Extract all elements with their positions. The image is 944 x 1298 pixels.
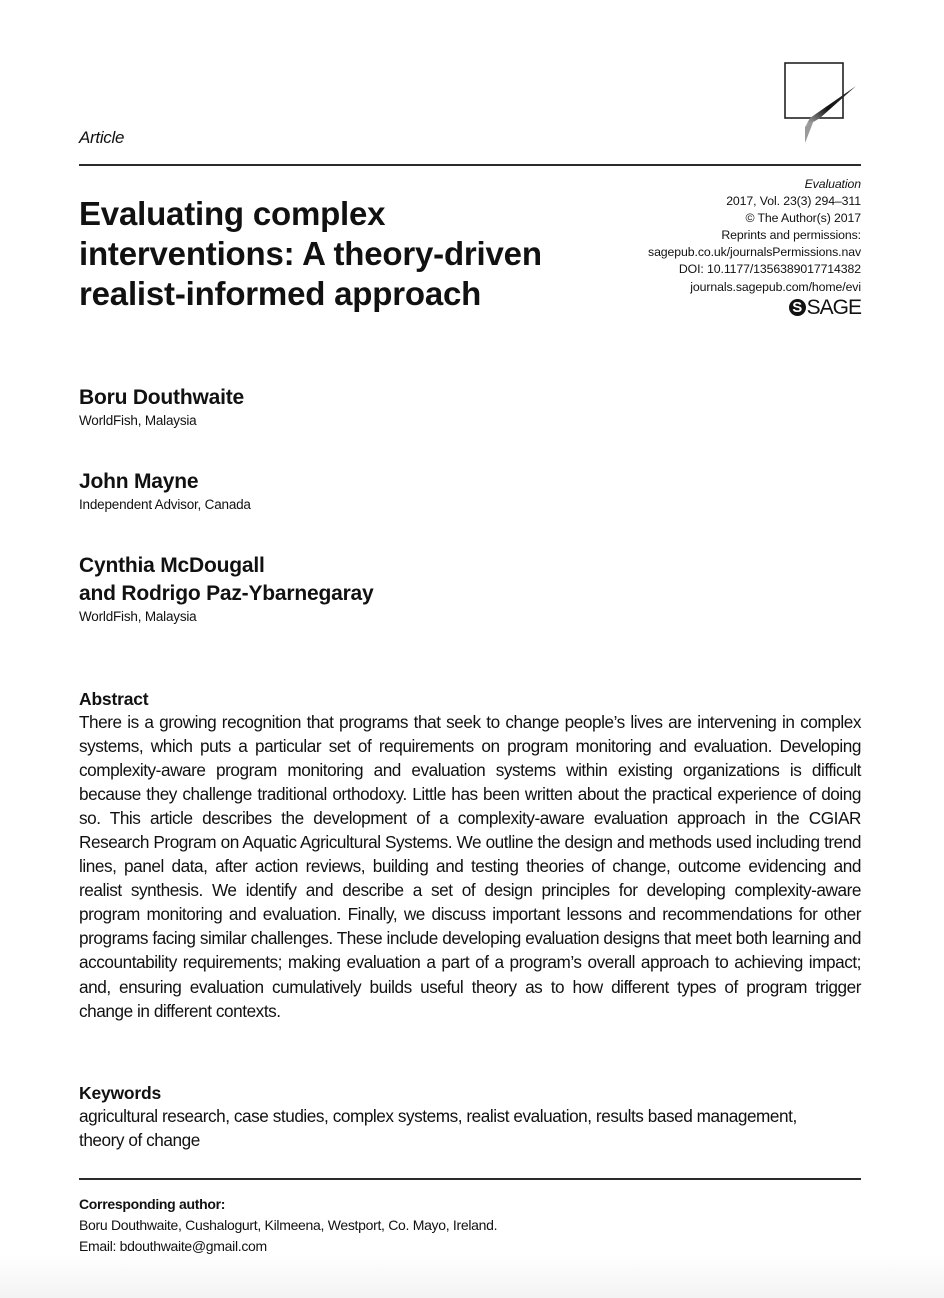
author-name: Boru Douthwaite [79,386,244,409]
citation: 2017, Vol. 23(3) 294–311 [726,194,861,209]
author-affiliation: WorldFish, Malaysia [79,609,197,624]
title-line: realist-informed approach [79,275,482,312]
abstract-section [79,688,861,1023]
header-divider [79,164,861,166]
keywords-heading: Keywords [79,1083,162,1103]
copyright: © The Author(s) 2017 [745,211,861,226]
author-block [79,468,251,513]
reprints-label: Reprints and permissions: [721,228,861,243]
journal-logo-icon [784,62,846,146]
author-name: and Rodrigo Paz-Ybarnegaray [79,582,374,605]
corresponding-author-email[interactable]: Email: bdouthwaite@gmail.com [79,1238,267,1254]
corresponding-author-label: Corresponding author: [79,1196,226,1212]
abstract-heading: Abstract [79,689,149,709]
author-name: Cynthia McDougall [79,554,265,577]
journal-metadata [648,176,861,318]
journal-name: Evaluation [804,177,861,191]
publisher-logo [648,295,861,319]
publisher-logo-text: SAGE [806,295,861,319]
keywords-text: agricultural research, case studies, complex systems, realist evaluation, results based management, theory of change [79,1106,797,1150]
title-line: interventions: A theory-driven [79,235,542,272]
author-block [79,384,244,429]
author-affiliation: WorldFish, Malaysia [79,413,197,428]
author-affiliation: Independent Advisor, Canada [79,497,251,512]
article-title [79,194,619,314]
permissions-link[interactable]: sagepub.co.uk/journalsPermissions.nav [648,245,861,260]
author-block [79,552,374,625]
doi[interactable]: DOI: 10.1177/1356389017714382 [678,262,861,277]
title-line: Evaluating complex [79,195,386,232]
footer-divider [79,1178,861,1180]
corresponding-author-address: Boru Douthwaite, Cushalogurt, Kilmeena, Westport, Co. Mayo, Ireland. [79,1217,498,1233]
journal-homepage-link[interactable]: journals.sagepub.com/home/evi [690,279,861,294]
article-type-label: Article [79,128,125,147]
author-name: John Mayne [79,470,199,493]
keywords-section [79,1082,799,1152]
sage-s-icon: S [789,299,806,316]
corresponding-author [79,1194,861,1257]
abstract-text: There is a growing recognition that programs that seek to change people’s lives are intervening in complex systems, which puts a particular set of requirements on program monitoring and evaluation. Developing complexity-aware program monitoring and evaluation systems within existing organizations is difficult because they challenge traditional orthodoxy. Little has been written about the practical experience of doing so. This article describes the development of a complexity-aware evaluation approach in the CGIAR Research Program on Aquatic Agricultural Systems. We outline the design and methods used including trend lines, panel data, after action reviews, building and testing theories of change, outcome evidencing and realist synthesis. We identify and describe a set of design principles for developing complexity-aware program monitoring and evaluation. Finally, we discuss important lessons and recommendations for other programs facing similar challenges. These include developing evaluation designs that meet both learning and accountability requirements; making evaluation a part of a program’s overall approach to achieving impact; and, ensuring evaluation cumulatively builds useful theory as to how different types of program trigger change in different contexts. [79,712,861,1021]
